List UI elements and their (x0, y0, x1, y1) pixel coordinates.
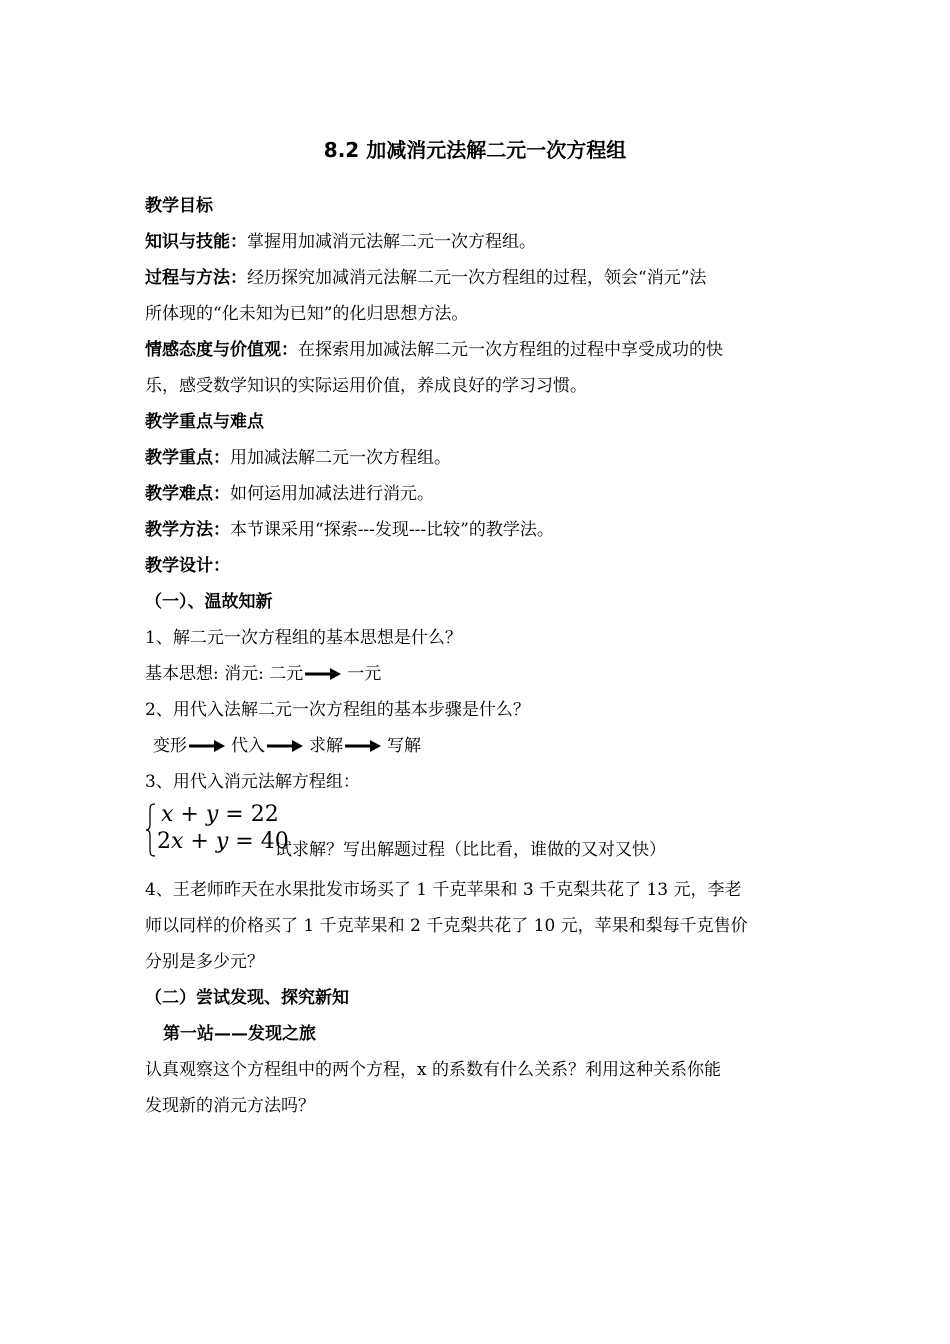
difficult-point-label: 教学难点： (145, 484, 230, 504)
right-arrow-icon (345, 740, 381, 752)
eq1-var-x: x (161, 802, 174, 827)
key-heading: 教学重点与难点 (145, 412, 264, 432)
section-2-heading: （二）尝试发现、探究新知 (145, 988, 349, 1008)
process-goal-line-1 (145, 260, 810, 296)
step-2: 代入 (231, 736, 265, 756)
process-text-1: 经历探究加减消元法解二元一次方程组的过程，领会“消元”法 (247, 268, 707, 288)
question-1: 1、解二元一次方程组的基本思想是什么？ (145, 628, 462, 648)
step-3: 求解 (309, 736, 343, 756)
step-4: 写解 (387, 736, 421, 756)
difficult-point (145, 476, 810, 512)
eq1-var-y: y (205, 802, 219, 827)
knowledge-label: 知识与技能： (145, 232, 247, 252)
step-1: 变形 (153, 736, 187, 756)
emotion-text-1: 在探索用加减法解二元一次方程组的过程中享受成功的快 (298, 340, 723, 360)
page-title: 8.2 加减消元法解二元一次方程组 (323, 138, 627, 162)
design-heading: 教学设计： (145, 556, 230, 576)
basic-idea-suffix: 一元 (347, 664, 382, 684)
method-text: 本节课采用“探索---发现---比较”的教学法。 (230, 520, 554, 540)
goals-heading: 教学目标 (145, 196, 213, 216)
emotion-goal-line-1 (145, 332, 810, 368)
document-body (145, 188, 810, 1124)
station-heading: 第一站——发现之旅 (163, 1024, 316, 1044)
eq2-var-y: y (215, 829, 229, 854)
solution-steps (145, 728, 810, 764)
key-point-label: 教学重点： (145, 448, 230, 468)
process-text-2: 所体现的“化未知为已知”的化归思想方法。 (145, 304, 469, 324)
question-4-line-3: 分别是多少元？ (145, 952, 264, 972)
question-2: 2、用代入法解二元一次方程组的基本步骤是什么？ (145, 700, 530, 720)
knowledge-text: 掌握用加减消元法解二元一次方程组。 (247, 232, 536, 252)
eq2-equals: = (235, 829, 254, 854)
basic-idea (145, 656, 810, 692)
question-4-line-1: 4、王老师昨天在水果批发市场买了 1 千克苹果和 3 千克梨共花了 13 元，李老 (145, 880, 742, 900)
right-arrow-icon (189, 740, 225, 752)
emotion-label: 情感态度与价值观： (145, 340, 298, 360)
eq2-var-x: x (171, 829, 184, 854)
process-label: 过程与方法： (145, 268, 247, 288)
section-1-heading: （一）、温故知新 (145, 592, 273, 612)
eq1-equals: = (225, 802, 244, 827)
left-brace-icon (145, 802, 157, 858)
right-arrow-icon (305, 668, 341, 680)
basic-idea-prefix: 基本思想: 消元: 二元 (145, 664, 304, 684)
right-arrow-icon (267, 740, 303, 752)
equation-2 (157, 829, 289, 855)
equation-1 (161, 802, 279, 828)
system-note: 试求解？写出解题过程（比比看，谁做的又对又快） (275, 840, 666, 860)
key-point (145, 440, 810, 476)
knowledge-goal (145, 224, 810, 260)
teaching-method (145, 512, 810, 548)
method-label: 教学方法： (145, 520, 230, 540)
eq1-plus: + (180, 802, 199, 827)
question-3: 3、用代入消元法解方程组： (145, 772, 360, 792)
eq2-rhs: 40 (260, 829, 289, 854)
eq2-plus: + (190, 829, 209, 854)
difficult-point-text: 如何运用加减法进行消元。 (230, 484, 434, 504)
emotion-text-2: 乐，感受数学知识的实际运用价值，养成良好的学习习惯。 (145, 376, 587, 396)
question-4-line-2: 师以同样的价格买了 1 千克苹果和 2 千克梨共花了 10 元，苹果和梨每千克售价 (145, 916, 748, 936)
observe-line-2: 发现新的消元方法吗？ (145, 1096, 315, 1116)
eq2-coef: 2 (157, 829, 171, 854)
key-point-text: 用加减法解二元一次方程组。 (230, 448, 451, 468)
equation-system (145, 802, 810, 864)
eq1-rhs: 22 (250, 802, 279, 827)
observe-line-1: 认真观察这个方程组中的两个方程，x 的系数有什么关系？利用这种关系你能 (145, 1060, 721, 1080)
